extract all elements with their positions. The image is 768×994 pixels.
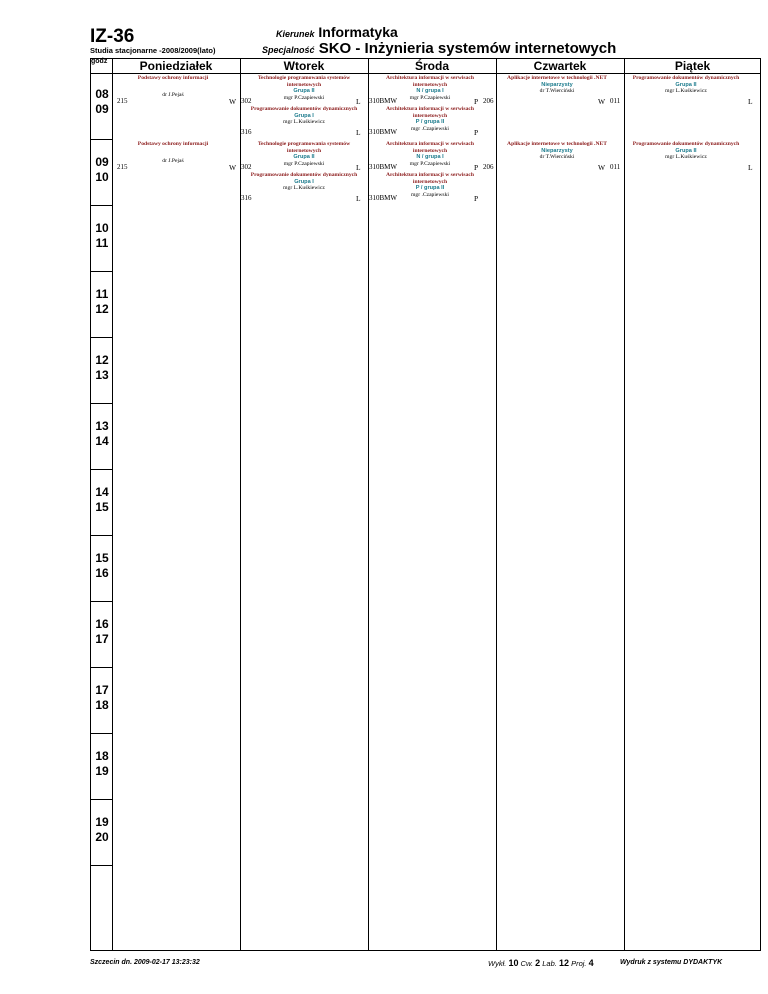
hour-label: 20 bbox=[95, 830, 109, 844]
hour-label: 11 bbox=[95, 236, 109, 250]
room: 215 bbox=[117, 97, 128, 105]
lecturer: dr J.Pejaś bbox=[162, 91, 184, 98]
slot-separator bbox=[90, 139, 112, 140]
lecturer: mgr L.Kuśkiewicz bbox=[283, 119, 325, 126]
hour-label: 19 bbox=[95, 815, 109, 829]
class-entry bbox=[118, 75, 228, 98]
class-entry bbox=[628, 75, 744, 95]
group: Grupa I bbox=[294, 112, 314, 119]
room: 310BMW bbox=[369, 194, 397, 202]
wyk-count: 10 bbox=[508, 958, 519, 968]
lecturer: mgr L.Kuśkiewicz bbox=[665, 88, 707, 95]
specjalnosc-line bbox=[262, 40, 616, 57]
group: P / grupa II bbox=[415, 119, 445, 126]
class-entry bbox=[628, 141, 744, 161]
hour-label: 18 bbox=[95, 698, 109, 712]
room: 302 bbox=[241, 163, 252, 171]
course-title: Podstawy ochrony informacji bbox=[137, 75, 209, 81]
hour-label: 08 bbox=[95, 87, 109, 101]
class-entry bbox=[246, 172, 362, 192]
slot-separator bbox=[90, 799, 112, 800]
slot-separator bbox=[90, 469, 112, 470]
class-entry bbox=[502, 75, 612, 95]
divider bbox=[240, 58, 241, 951]
schedule-code: IZ-36 bbox=[90, 26, 135, 47]
lecturer: mgr .Czapiewski bbox=[411, 191, 449, 198]
class-type: W bbox=[229, 97, 237, 106]
hour-label: 09 bbox=[95, 155, 109, 169]
lecturer: mgr P.Czapiewski bbox=[283, 94, 325, 101]
lecturer: mgr L.Kuśkiewicz bbox=[283, 185, 325, 192]
class-type: W bbox=[229, 163, 237, 172]
class-type: W bbox=[598, 97, 606, 106]
day-header-monday: Poniedziałek bbox=[112, 58, 240, 74]
kierunek-value: Informatyka bbox=[318, 24, 398, 40]
class-type: P bbox=[474, 97, 479, 106]
room: 206 bbox=[483, 97, 494, 105]
class-type: P bbox=[474, 128, 479, 137]
class-type: L bbox=[356, 163, 361, 172]
class-type: L bbox=[356, 194, 361, 203]
divider bbox=[368, 58, 369, 951]
room: 215 bbox=[117, 163, 128, 171]
room: 011 bbox=[610, 163, 621, 171]
day-header-tuesday: Wtorek bbox=[240, 58, 368, 74]
course-title: Technologie programowania systemów internetowych bbox=[257, 141, 351, 154]
lecturer: dr T.Wierciński bbox=[539, 88, 575, 95]
group: Grupa I bbox=[294, 178, 314, 185]
class-type: L bbox=[748, 163, 753, 172]
hour-label: 12 bbox=[95, 302, 109, 316]
group: Grupa II bbox=[293, 88, 315, 95]
group: Grupa II bbox=[675, 81, 697, 88]
course-title: Aplikacje internetowe w technologii .NET bbox=[507, 75, 607, 81]
room: 310BMW bbox=[369, 128, 397, 136]
day-header-friday: Piątek bbox=[624, 58, 761, 74]
slot-separator bbox=[90, 865, 112, 866]
divider bbox=[624, 58, 625, 951]
hours-summary bbox=[488, 958, 594, 968]
day-header-wednesday: Środa bbox=[368, 58, 496, 74]
specjalnosc-label: Specjalność bbox=[262, 45, 315, 55]
class-entry bbox=[502, 141, 612, 161]
hour-label: 18 bbox=[95, 749, 109, 763]
godz-header bbox=[90, 58, 112, 74]
group: Nieparzysty bbox=[541, 81, 573, 88]
course-title: Programowanie dokumentów dynamicznych bbox=[632, 141, 740, 147]
hour-label: 15 bbox=[95, 551, 109, 565]
class-entry bbox=[118, 141, 228, 164]
course-title: Programowanie dokumentów dynamicznych bbox=[632, 75, 740, 81]
lecturer: mgr P.Czapiewski bbox=[283, 160, 325, 167]
hour-label: 19 bbox=[95, 764, 109, 778]
system-credit: Wydruk z systemu DYDAKTYK bbox=[620, 959, 723, 966]
proj-count: 4 bbox=[588, 958, 594, 968]
wyk-label: Wykł. bbox=[488, 959, 507, 968]
lecturer: mgr P.Czapiewski bbox=[409, 160, 451, 167]
course-title: Technologie programowania systemów internetowych bbox=[257, 75, 351, 88]
lecturer: mgr .Czapiewski bbox=[411, 125, 449, 132]
proj-label: Proj. bbox=[571, 959, 587, 968]
hour-label: 13 bbox=[95, 419, 109, 433]
class-entry bbox=[246, 106, 362, 126]
room: 302 bbox=[241, 97, 252, 105]
class-type: P bbox=[474, 163, 479, 172]
study-mode: Studia stacjonarne -2008/2009(lato) bbox=[90, 46, 216, 55]
lab-count: 12 bbox=[558, 958, 569, 968]
class-type: L bbox=[356, 97, 361, 106]
group: Nieparzysty bbox=[541, 147, 573, 154]
hour-label: 13 bbox=[95, 368, 109, 382]
group: P / grupa II bbox=[415, 185, 445, 192]
class-type: W bbox=[598, 163, 606, 172]
course-title: Architektura informacji w serwisach internetowych bbox=[386, 75, 474, 88]
room: 310BMW bbox=[369, 97, 397, 105]
slot-separator bbox=[90, 205, 112, 206]
kierunek-label: Kierunek bbox=[276, 29, 315, 39]
specjalnosc-value: SKO - Inżynieria systemów internetowych bbox=[318, 40, 617, 57]
group: N / grupa I bbox=[416, 88, 444, 95]
hour-label: 09 bbox=[95, 102, 109, 116]
slot-separator bbox=[90, 733, 112, 734]
class-entry bbox=[246, 75, 362, 101]
hour-label: 15 bbox=[95, 500, 109, 514]
hour-label: 17 bbox=[95, 683, 109, 697]
slot-separator bbox=[90, 337, 112, 338]
class-entry bbox=[246, 141, 362, 167]
hour-label: 16 bbox=[95, 566, 109, 580]
hour-label: 10 bbox=[95, 170, 109, 184]
room: 011 bbox=[610, 97, 621, 105]
slot-separator bbox=[90, 667, 112, 668]
hour-label: 14 bbox=[95, 485, 109, 499]
group: Grupa II bbox=[293, 154, 315, 161]
divider bbox=[112, 58, 113, 951]
class-type: L bbox=[356, 128, 361, 137]
room: 316 bbox=[241, 194, 252, 202]
hour-label: 12 bbox=[95, 353, 109, 367]
lecturer: dr T.Wierciński bbox=[539, 154, 575, 161]
course-title: Programowanie dokumentów dynamicznych bbox=[250, 172, 358, 178]
hour-label: 14 bbox=[95, 434, 109, 448]
cw-count: 2 bbox=[535, 958, 541, 968]
kierunek-line bbox=[276, 24, 398, 40]
lab-label: Lab. bbox=[542, 959, 557, 968]
room: 206 bbox=[483, 163, 494, 171]
course-title: Architektura informacji w serwisach internetowych bbox=[386, 141, 474, 154]
hour-label: 11 bbox=[95, 287, 109, 301]
lecturer: dr J.Pejaś bbox=[162, 157, 184, 164]
room: 316 bbox=[241, 128, 252, 136]
divider bbox=[496, 58, 497, 951]
group: Grupa II bbox=[675, 147, 697, 154]
course-title: Programowanie dokumentów dynamicznych bbox=[250, 106, 358, 112]
slot-separator bbox=[90, 535, 112, 536]
class-type: P bbox=[474, 194, 479, 203]
course-title: Aplikacje internetowe w technologii .NET bbox=[507, 141, 607, 147]
course-title: Podstawy ochrony informacji bbox=[137, 141, 209, 147]
cw-label: Cw. bbox=[520, 959, 534, 968]
course-title: Architektura informacji w serwisach internetowych bbox=[386, 106, 474, 119]
godz-label: godz bbox=[91, 58, 108, 65]
slot-separator bbox=[90, 403, 112, 404]
hour-label: 17 bbox=[95, 632, 109, 646]
day-header-thursday: Czwartek bbox=[496, 58, 624, 74]
group: N / grupa I bbox=[416, 154, 444, 161]
slot-separator bbox=[90, 271, 112, 272]
lecturer: mgr L.Kuśkiewicz bbox=[665, 154, 707, 161]
hour-label: 16 bbox=[95, 617, 109, 631]
lecturer: mgr P.Czapiewski bbox=[409, 94, 451, 101]
room: 310BMW bbox=[369, 163, 397, 171]
slot-separator bbox=[90, 601, 112, 602]
course-title: Architektura informacji w serwisach internetowych bbox=[386, 172, 474, 185]
class-type: L bbox=[748, 97, 753, 106]
hour-label: 10 bbox=[95, 221, 109, 235]
print-date: Szczecin dn. 2009-02-17 13:23:32 bbox=[90, 959, 200, 966]
